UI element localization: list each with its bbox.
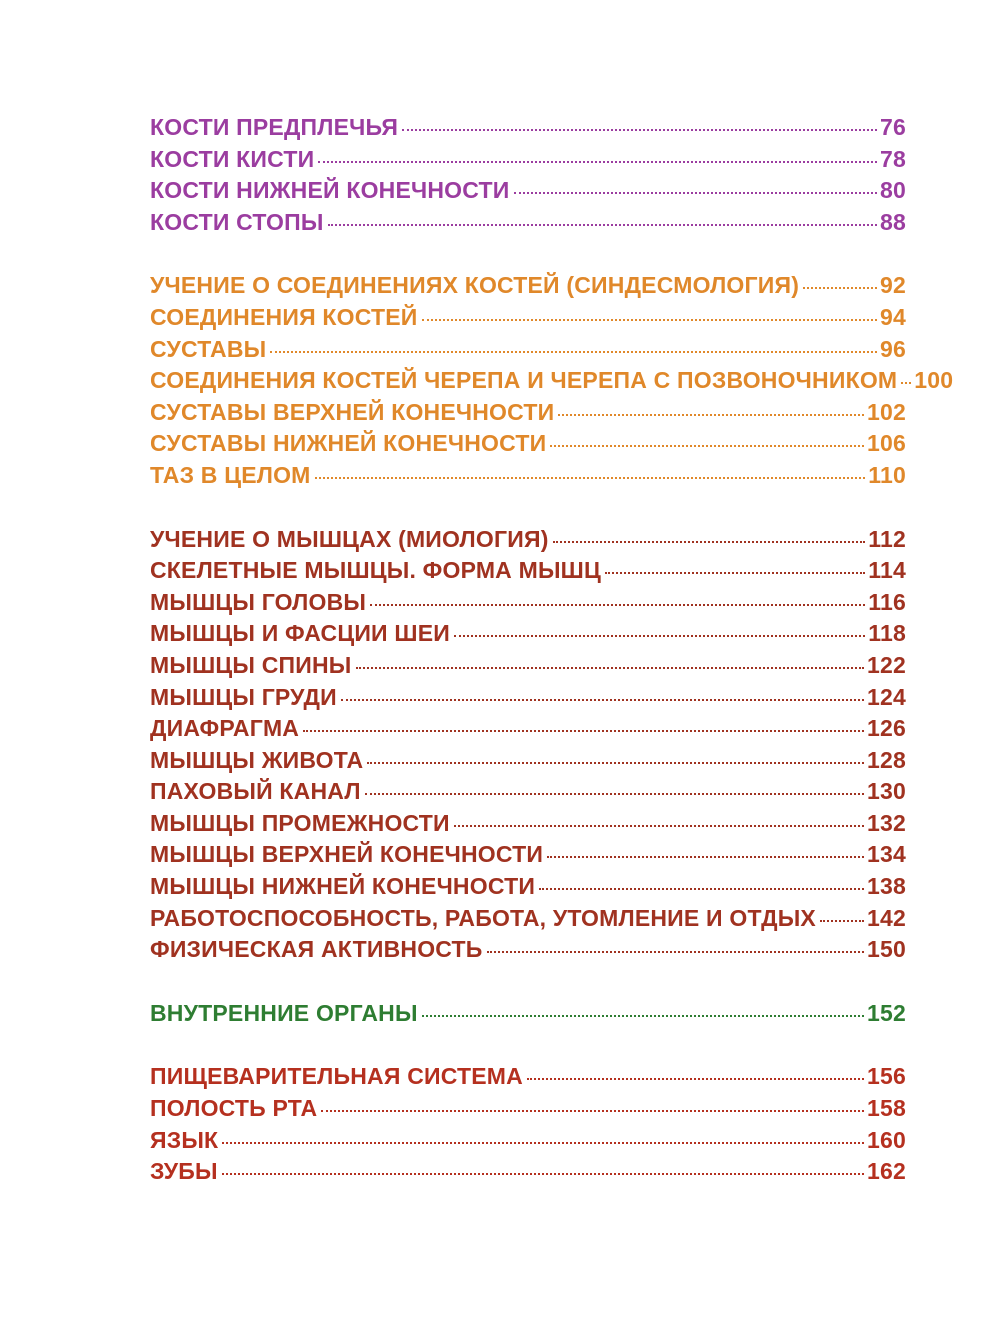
toc-entry[interactable] xyxy=(150,715,906,747)
toc-entry-title: ПОЛОСТЬ РТА xyxy=(150,1095,318,1122)
toc-entry-page-number: 134 xyxy=(867,841,906,868)
toc-entry-page-number: 150 xyxy=(867,936,906,963)
toc-entry-title: РАБОТОСПОСОБНОСТЬ, РАБОТА, УТОМЛЕНИЕ И ОТДЫХ xyxy=(150,904,816,931)
toc-entry[interactable] xyxy=(150,684,906,716)
dot-leader xyxy=(553,541,866,543)
toc-entry[interactable] xyxy=(150,778,906,810)
dot-leader xyxy=(222,1142,864,1144)
toc-entry-page-number: 116 xyxy=(868,588,906,615)
dot-leader xyxy=(547,856,864,858)
toc-entry-title: ЗУБЫ xyxy=(150,1158,218,1185)
toc-entry-page-number: 100 xyxy=(914,367,954,394)
toc-entry[interactable] xyxy=(150,589,906,621)
toc-entry-title: ВНУТРЕННИЕ ОРГАНЫ xyxy=(150,999,418,1026)
dot-leader xyxy=(422,319,878,321)
toc-entry[interactable] xyxy=(150,1158,906,1190)
dot-leader xyxy=(558,414,864,416)
dot-leader xyxy=(454,825,864,827)
toc-entry-page-number: 128 xyxy=(867,746,906,773)
dot-leader xyxy=(454,635,865,637)
toc-entry-page-number: 118 xyxy=(868,620,906,647)
toc-section xyxy=(150,526,906,968)
toc-entry-page-number: 132 xyxy=(867,809,906,836)
toc-entry-page-number: 96 xyxy=(880,335,906,362)
toc-entry-title: ФИЗИЧЕСКАЯ АКТИВНОСТЬ xyxy=(150,936,483,963)
toc-entry-page-number: 126 xyxy=(867,715,906,742)
dot-leader xyxy=(803,287,877,289)
toc-entry[interactable] xyxy=(150,810,906,842)
toc-entry[interactable] xyxy=(150,177,906,209)
toc-entry[interactable] xyxy=(150,905,906,937)
toc-entry-title: МЫШЦЫ ПРОМЕЖНОСТИ xyxy=(150,809,450,836)
toc-entry-title: КОСТИ НИЖНЕЙ КОНЕЧНОСТИ xyxy=(150,177,510,204)
dot-leader xyxy=(820,920,864,922)
dot-leader xyxy=(605,572,865,574)
toc-entry-page-number: 76 xyxy=(880,114,906,140)
toc-entry-title: ПИЩЕВАРИТЕЛЬНАЯ СИСТЕМА xyxy=(150,1063,523,1090)
toc-entry-page-number: 112 xyxy=(868,525,906,552)
toc-entry[interactable] xyxy=(150,114,906,146)
dot-leader xyxy=(422,1015,864,1017)
toc-entry[interactable] xyxy=(150,557,906,589)
toc-entry[interactable] xyxy=(150,272,906,304)
toc-entry-title: МЫШЦЫ ГОЛОВЫ xyxy=(150,588,367,615)
toc-entry[interactable] xyxy=(150,1127,906,1159)
toc-entry-title: СУСТАВЫ xyxy=(150,335,267,362)
toc-entry[interactable] xyxy=(150,462,906,494)
toc-entry[interactable] xyxy=(150,146,906,178)
toc-entry-title: МЫШЦЫ СПИНЫ xyxy=(150,651,352,678)
toc-entry-page-number: 122 xyxy=(867,651,906,678)
toc-entry-page-number: 130 xyxy=(867,778,906,805)
toc-entry[interactable] xyxy=(150,1063,906,1095)
toc-entry-page-number: 106 xyxy=(867,430,906,457)
toc-entry-page-number: 80 xyxy=(880,177,906,204)
dot-leader xyxy=(222,1173,864,1175)
toc-entry[interactable] xyxy=(150,430,906,462)
toc-entry-page-number: 156 xyxy=(867,1063,906,1090)
toc-entry[interactable] xyxy=(150,747,906,779)
dot-leader xyxy=(539,888,864,890)
dot-leader xyxy=(321,1110,864,1112)
toc-entry-page-number: 160 xyxy=(867,1126,906,1153)
toc-entry-title: МЫШЦЫ ВЕРХНЕЙ КОНЕЧНОСТИ xyxy=(150,841,544,868)
dot-leader xyxy=(514,192,878,194)
toc-entry-title: ЯЗЫК xyxy=(150,1126,219,1153)
toc-section xyxy=(150,114,906,240)
toc-entry-page-number: 114 xyxy=(868,557,906,584)
toc-entry-title: ДИАФРАГМА xyxy=(150,715,300,742)
dot-leader xyxy=(527,1078,864,1080)
toc-entry-page-number: 162 xyxy=(867,1158,906,1185)
toc-entry-title: СКЕЛЕТНЫЕ МЫШЦЫ. ФОРМА МЫШЦ xyxy=(150,557,601,584)
toc-entry[interactable] xyxy=(150,873,906,905)
toc-entry[interactable] xyxy=(150,841,906,873)
toc-entry-title: МЫШЦЫ ГРУДИ xyxy=(150,683,337,710)
toc-entry-page-number: 142 xyxy=(867,904,906,931)
toc-entry[interactable] xyxy=(150,526,906,558)
dot-leader xyxy=(341,699,864,701)
toc-section xyxy=(150,272,954,493)
dot-leader xyxy=(402,129,877,131)
toc-entry-page-number: 92 xyxy=(880,272,906,299)
toc-entry-title: МЫШЦЫ ЖИВОТА xyxy=(150,746,364,773)
dot-leader xyxy=(318,161,877,163)
toc-entry-title: КОСТИ СТОПЫ xyxy=(150,208,324,235)
toc-entry-page-number: 124 xyxy=(867,683,906,710)
toc-entry[interactable] xyxy=(150,620,906,652)
toc-section xyxy=(150,1063,906,1189)
toc-entry-page-number: 94 xyxy=(880,303,906,330)
dot-leader xyxy=(550,445,864,447)
toc-entry[interactable] xyxy=(150,399,906,431)
toc-entry-title: КОСТИ ПРЕДПЛЕЧЬЯ xyxy=(150,114,399,140)
toc-entry-title: СУСТАВЫ ВЕРХНЕЙ КОНЕЧНОСТИ xyxy=(150,398,555,425)
dot-leader xyxy=(303,730,864,732)
dot-leader xyxy=(328,224,877,226)
toc-entry-page-number: 158 xyxy=(867,1095,906,1122)
toc-entry-title: МЫШЦЫ НИЖНЕЙ КОНЕЧНОСТИ xyxy=(150,873,536,900)
toc-entry-title: СОЕДИНЕНИЯ КОСТЕЙ xyxy=(150,303,418,330)
toc-entry-title: СУСТАВЫ НИЖНЕЙ КОНЕЧНОСТИ xyxy=(150,430,547,457)
toc-entry-title: ПАХОВЫЙ КАНАЛ xyxy=(150,778,361,805)
toc-entry-page-number: 138 xyxy=(867,873,906,900)
toc-entry-title: УЧЕНИЕ О СОЕДИНЕНИЯХ КОСТЕЙ (СИНДЕСМОЛОГИЯ) xyxy=(150,272,800,299)
dot-leader xyxy=(356,667,865,669)
dot-leader xyxy=(487,951,865,953)
toc-entry-title: СОЕДИНЕНИЯ КОСТЕЙ ЧЕРЕПА И ЧЕРЕПА С ПОЗВОНОЧНИКОМ xyxy=(150,367,898,394)
toc-section xyxy=(150,1000,906,1032)
toc-entry-title: МЫШЦЫ И ФАСЦИИ ШЕИ xyxy=(150,620,450,647)
dot-leader xyxy=(901,382,911,384)
toc-entry-page-number: 88 xyxy=(880,208,906,235)
table-of-contents xyxy=(150,114,954,1190)
toc-entry[interactable] xyxy=(150,304,906,336)
dot-leader xyxy=(365,793,864,795)
toc-entry[interactable] xyxy=(150,652,906,684)
toc-entry-page-number: 102 xyxy=(867,398,906,425)
toc-entry-title: УЧЕНИЕ О МЫШЦАХ (МИОЛОГИЯ) xyxy=(150,525,549,552)
toc-entry[interactable] xyxy=(150,936,906,968)
dot-leader xyxy=(270,351,877,353)
toc-entry-page-number: 78 xyxy=(880,145,906,172)
toc-entry-title: ТАЗ В ЦЕЛОМ xyxy=(150,461,311,488)
dot-leader xyxy=(315,477,866,479)
toc-entry-page-number: 110 xyxy=(868,461,906,488)
dot-leader xyxy=(370,604,865,606)
toc-entry[interactable] xyxy=(150,336,906,368)
toc-entry-page-number: 152 xyxy=(867,999,906,1026)
toc-entry-title: КОСТИ КИСТИ xyxy=(150,145,315,172)
dot-leader xyxy=(367,762,864,764)
toc-entry[interactable] xyxy=(150,1000,906,1032)
toc-entry[interactable] xyxy=(150,209,906,241)
toc-entry[interactable] xyxy=(150,1095,906,1127)
toc-entry[interactable] xyxy=(150,367,954,399)
